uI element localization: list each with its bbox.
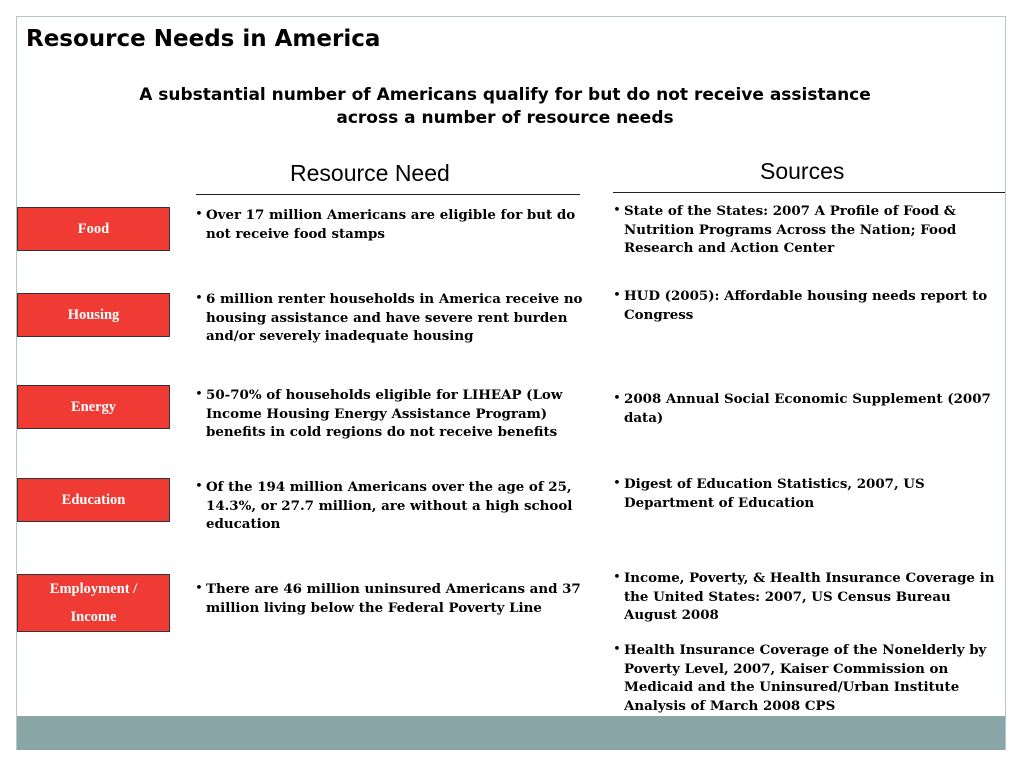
bullet-dot: •	[613, 642, 621, 657]
source-item-housing	[613, 287, 1004, 324]
need-text: 6 million renter households in America receive no housing assistance and have severe rent burden and/or severely inadequate housing	[206, 291, 583, 344]
slide-subtitle: A substantial number of Americans qualify for but do not receive assistance across a number of resource needs	[139, 85, 871, 128]
category-employment-income	[17, 574, 170, 632]
category-energy: Energy	[17, 385, 170, 429]
source-text: Income, Poverty, & Health Insurance Coverage in the United States: 2007, US Census Bureau August 2008	[624, 570, 995, 623]
bullet-dot: •	[613, 203, 621, 218]
source-item-energy	[613, 390, 1004, 427]
need-item-education	[195, 478, 591, 534]
category-housing: Housing	[17, 293, 170, 337]
source-item-education	[613, 475, 1004, 512]
slide-title: Resource Needs in America	[26, 26, 381, 52]
need-text: 50-70% of households eligible for LIHEAP (Low Income Housing Energy Assistance Program) benefits in cold regions do not receive benefits	[206, 387, 563, 440]
need-text: Of the 194 million Americans over the age of 25, 14.3%, or 27.7 million, are without a high school education	[206, 479, 573, 532]
source-item-census	[613, 569, 1004, 625]
footer-band	[17, 716, 1005, 750]
source-text: 2008 Annual Social Economic Supplement (2007 data)	[624, 391, 991, 426]
bullet-dot: •	[613, 476, 621, 491]
source-text: HUD (2005): Affordable housing needs report to Congress	[624, 288, 988, 323]
bullet-dot: •	[613, 391, 621, 406]
bullet-dot: •	[195, 207, 203, 222]
source-text: Health Insurance Coverage of the Nonelderly by Poverty Level, 2007, Kaiser Commission on Medicaid and the Uninsured/Urban Institute Analysis of March 2008 CPS	[624, 642, 987, 714]
bullet-dot: •	[613, 288, 621, 303]
need-text: Over 17 million Americans are eligible for but do not receive food stamps	[206, 207, 576, 242]
column-rule-resource-need	[196, 194, 580, 195]
source-text: State of the States: 2007 A Profile of Food & Nutrition Programs Across the Nation; Food Research and Action Center	[624, 203, 957, 256]
need-item-food	[195, 206, 591, 243]
column-header-resource-need: Resource Need	[290, 160, 450, 186]
source-item-kaiser	[613, 641, 1004, 715]
column-rule-sources	[613, 192, 1005, 193]
need-text: There are 46 million uninsured Americans and 37 million living below the Federal Poverty Line	[206, 581, 581, 616]
bullet-dot: •	[195, 581, 203, 596]
bullet-dot: •	[195, 387, 203, 402]
need-item-employment-income	[195, 580, 591, 617]
bullet-dot: •	[195, 291, 203, 306]
bullet-dot: •	[613, 570, 621, 585]
category-education: Education	[17, 478, 170, 522]
category-line: Employment /	[49, 581, 138, 597]
column-header-sources: Sources	[760, 158, 845, 184]
need-item-housing	[195, 290, 591, 346]
need-item-energy	[195, 386, 591, 442]
category-food: Food	[17, 207, 170, 251]
category-line: Income	[70, 609, 117, 625]
source-text: Digest of Education Statistics, 2007, US Department of Education	[624, 476, 925, 511]
bullet-dot: •	[195, 479, 203, 494]
source-item-food	[613, 202, 1004, 258]
